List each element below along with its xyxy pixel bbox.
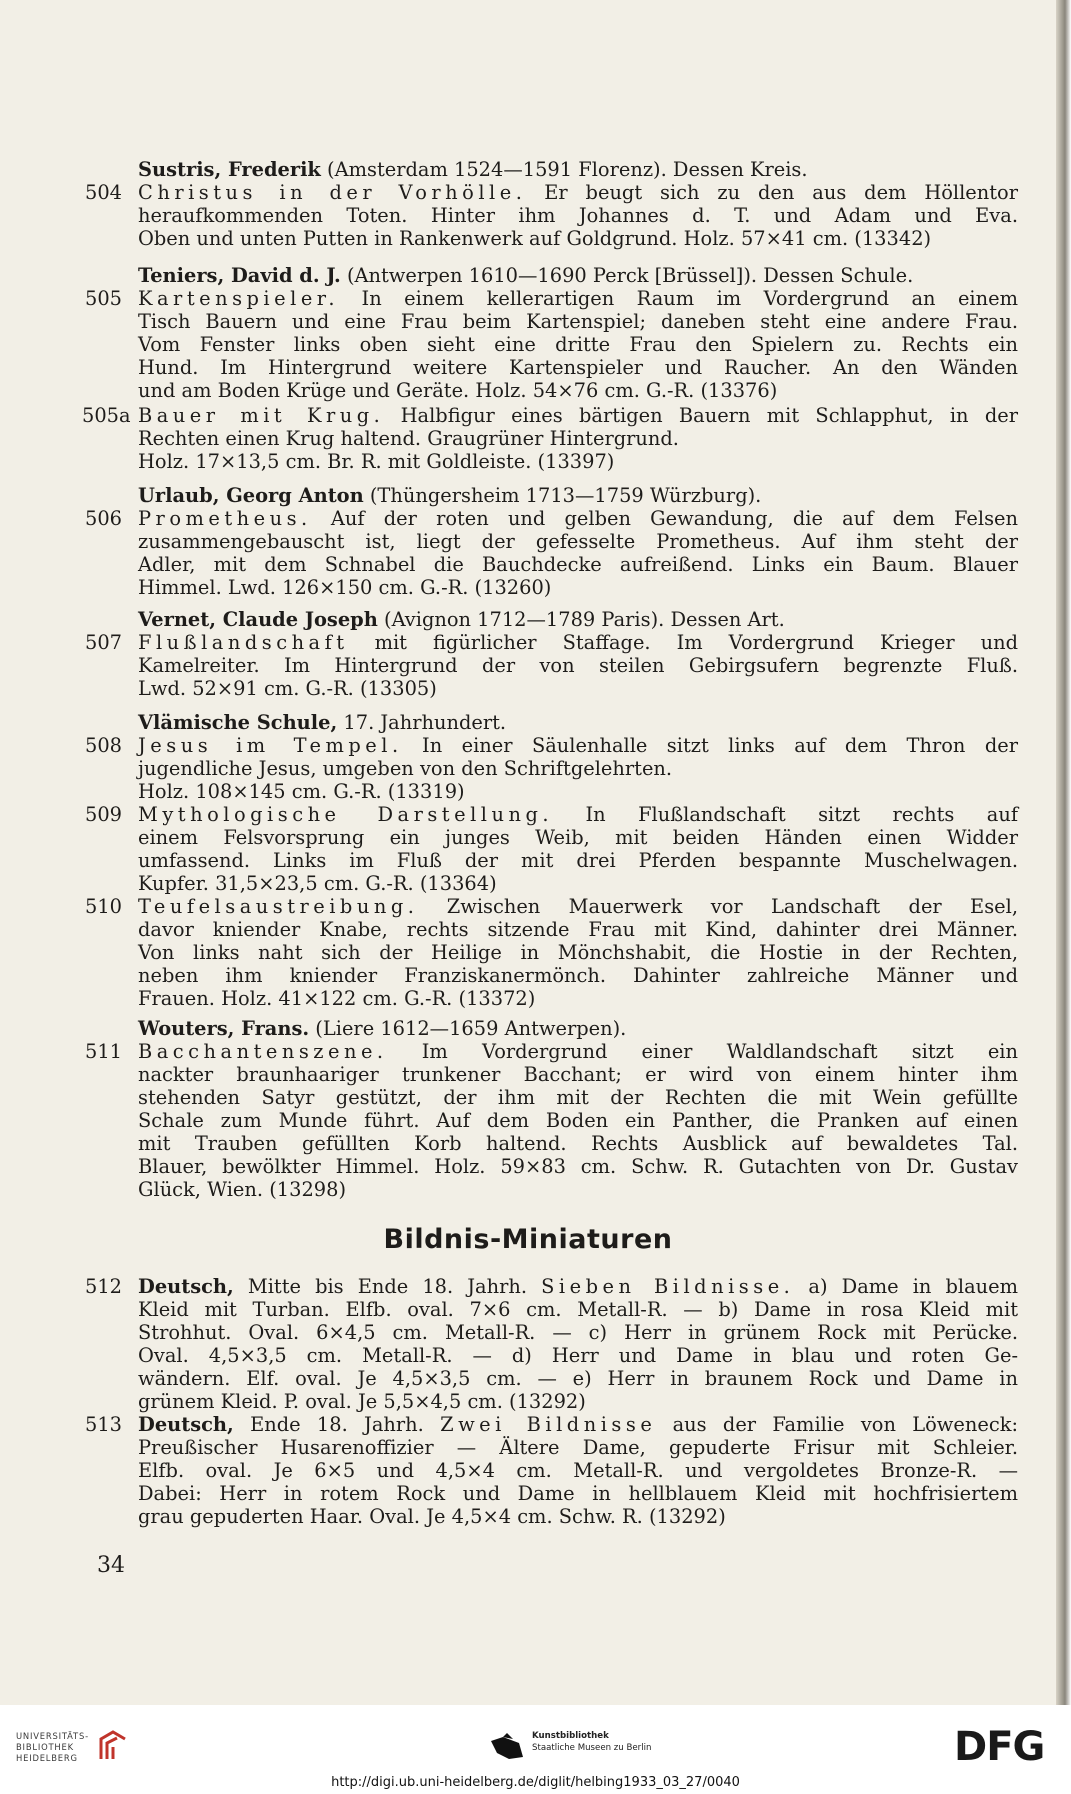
entry-line: Deutsch, Ende 18. Jahrh. Zwei Bildnisse aus der Familie von Löweneck: — [138, 1413, 1018, 1436]
entry-line: jugendliche Jesus, umgeben von den Schriftgelehrten. — [138, 757, 673, 780]
entry-line: Von links naht sich der Heilige in Mönchshabit, die Hostie in der Rechten, — [138, 941, 1018, 964]
lot-number: 511 — [85, 1040, 123, 1063]
kunstbibliothek-logo[interactable]: Kunstbibliothek Staatliche Museen zu Berlin — [532, 1731, 652, 1753]
entry-line: Bauer mit Krug. Halbfigur eines bärtigen Bauern mit Schlapphut, in der — [138, 404, 1018, 427]
entry-line: mit Trauben gefüllten Korb haltend. Rechts Ausblick auf bewaldetes Tal. — [138, 1132, 1018, 1155]
entry-line: davor kniender Knabe, rechts sitzende Frau mit Kind, dahinter drei Männer. — [138, 918, 1018, 941]
entry-line: heraufkommenden Toten. Hinter ihm Johannes d. T. und Adam und Eva. — [138, 204, 1018, 227]
lot-number: 506 — [85, 507, 123, 530]
artist-heading: Vlämische Schule, 17. Jahrhundert. — [138, 711, 507, 734]
entry-line: Dabei: Herr in rotem Rock und Dame in hellblauem Kleid mit hochfrisiertem — [138, 1482, 1018, 1505]
entry-line: und am Boden Krüge und Geräte. Holz. 54×76 cm. G.-R. (13376) — [138, 379, 778, 402]
entry-line: Adler, mit dem Schnabel die Bauchdecke aufreißend. Links ein Baum. Blauer — [138, 553, 1018, 576]
entry-line: einem Felsvorsprung ein junges Weib, mit beiden Händen einen Widder — [138, 826, 1018, 849]
artist-heading: Wouters, Frans. (Liere 1612—1659 Antwerpen). — [138, 1017, 627, 1040]
entry-line: Kleid mit Turban. Elfb. oval. 7×6 cm. Metall-R. — b) Dame in rosa Kleid mit — [138, 1298, 1018, 1321]
item-title: Kartenspieler. — [138, 287, 340, 310]
entry-line: Bacchantenszene. Im Vordergrund einer Waldlandschaft sitzt ein — [138, 1040, 1018, 1063]
item-title: Zwei Bildnisse — [440, 1413, 657, 1436]
entry-line: Strohhut. Oval. 6×4,5 cm. Metall-R. — c) Herr in grünem Rock mit Perücke. — [138, 1321, 1018, 1344]
item-title: Prometheus. — [138, 507, 312, 530]
item-title: Sieben Bildnisse. — [541, 1275, 795, 1298]
entry-line: Elfb. oval. Je 6×5 und 4,5×4 cm. Metall-R. und vergoldetes Bronze-R. — — [138, 1459, 1018, 1482]
lot-number: 513 — [85, 1413, 123, 1436]
page-number: 34 — [97, 1553, 125, 1578]
entry-line: Kamelreiter. Im Hintergrund der von steilen Gebirgsufern begrenzte Fluß. — [138, 654, 1018, 677]
entry-line: Holz. 17×13,5 cm. Br. R. mit Goldleiste. (13397) — [138, 450, 615, 473]
entry-line: Deutsch, Mitte bis Ende 18. Jahrh. Sieben Bildnisse. a) Dame in blauem — [138, 1275, 1019, 1298]
dfg-logo[interactable]: DFG — [954, 1724, 1045, 1770]
entry-line: Schale zum Munde führt. Auf dem Boden ein Panther, die Pranken auf einen — [138, 1109, 1018, 1132]
entry-line: stehenden Satyr gestützt, der ihm mit der Rechten die mit Wein gefüllte — [138, 1086, 1018, 1109]
entry-line: wändern. Elf. oval. Je 4,5×3,5 cm. — e) Herr in braunem Rock und Dame in — [138, 1367, 1018, 1390]
entry-line: Jesus im Tempel. In einer Säulenhalle sitzt links auf dem Thron der — [138, 734, 1018, 757]
entry-line: Flußlandschaft mit figürlicher Staffage. Im Vordergrund Krieger und — [138, 631, 1018, 654]
item-title: Christus in der Vorhölle. — [138, 181, 527, 204]
entry-line: umfassend. Links im Fluß der mit drei Pferden bespannte Muschelwagen. — [138, 849, 1018, 872]
entry-line: Glück, Wien. (13298) — [138, 1178, 347, 1201]
lot-number: 505a — [82, 404, 131, 427]
artist-heading: Teniers, David d. J. (Antwerpen 1610—1690 Perck [Brüssel]). Dessen Schule. — [138, 264, 914, 287]
entry-line: Blauer, bewölkter Himmel. Holz. 59×83 cm. Schw. R. Gutachten von Dr. Gustav — [138, 1155, 1018, 1178]
entry-line: Christus in der Vorhölle. Er beugt sich zu den aus dem Höllentor — [138, 181, 1019, 204]
entry-line: neben ihm kniender Franziskanermönch. Dahinter zahlreiche Männer und — [138, 964, 1018, 987]
scan-page-edge — [1056, 0, 1071, 1705]
entry-line: Mythologische Darstellung. In Flußlandschaft sitzt rechts auf — [138, 803, 1018, 826]
entry-line: Hund. Im Hintergrund weitere Kartenspieler und Raucher. An den Wänden — [138, 356, 1018, 379]
lot-number: 505 — [85, 287, 123, 310]
entry-line: zusammengebauscht ist, liegt der gefesselte Prometheus. Auf ihm steht der — [138, 530, 1018, 553]
artist-name: Deutsch, — [138, 1413, 234, 1436]
entry-line: Vom Fenster links oben sieht eine dritte Frau den Spielern zu. Rechts ein — [138, 333, 1018, 356]
section-title: Bildnis-Miniaturen — [383, 1224, 673, 1255]
lot-number: 504 — [85, 181, 123, 204]
entry-line: Kupfer. 31,5×23,5 cm. G.-R. (13364) — [138, 872, 497, 895]
entry-line: Rechten einen Krug haltend. Graugrüner Hintergrund. — [138, 427, 679, 450]
entry-line: nackter braunhaariger trunkener Bacchant; er wird von einem hinter ihm — [138, 1063, 1018, 1086]
kunstbibliothek-logo-icon — [489, 1731, 527, 1761]
item-title: Teufelsaustreibung. — [138, 895, 419, 918]
lot-number: 510 — [85, 895, 123, 918]
entry-line: Himmel. Lwd. 126×150 cm. G.-R. (13260) — [138, 576, 552, 599]
entry-line: grünem Kleid. P. oval. Je 5,5×4,5 cm. (13292) — [138, 1390, 586, 1413]
artist-heading: Urlaub, Georg Anton (Thüngersheim 1713—1759 Würzburg). — [138, 484, 762, 507]
entry-line: Lwd. 52×91 cm. G.-R. (13305) — [138, 677, 437, 700]
entry-line: Teufelsaustreibung. Zwischen Mauerwerk vor Landschaft der Esel, — [138, 895, 1018, 918]
university-seal-icon — [97, 1729, 129, 1763]
entry-line: Frauen. Holz. 41×122 cm. G.-R. (13372) — [138, 987, 536, 1010]
item-title: Flußlandschaft — [138, 631, 349, 654]
entry-line: Holz. 108×145 cm. G.-R. (13319) — [138, 780, 465, 803]
artist-heading: Sustris, Frederik (Amsterdam 1524—1591 Florenz). Dessen Kreis. — [138, 158, 808, 181]
entry-line: Preußischer Husarenoffizier — Ältere Dame, gepuderte Frisur mit Schleier. — [138, 1436, 1018, 1459]
lot-number: 508 — [85, 734, 123, 757]
item-title: Mythologische Darstellung. — [138, 803, 554, 826]
university-library-logo[interactable]: UNIVERSITÄTS- BIBLIOTHEK HEIDELBERG — [16, 1731, 89, 1763]
lot-number: 512 — [85, 1275, 123, 1298]
item-title: Jesus im Tempel. — [138, 734, 403, 757]
entry-line: Oval. 4,5×3,5 cm. Metall-R. — d) Herr und Dame in blau und roten Ge- — [138, 1344, 1018, 1367]
item-title: Bacchantenszene. — [138, 1040, 388, 1063]
item-title: Bauer mit Krug. — [138, 404, 385, 427]
lot-number: 509 — [85, 803, 123, 826]
permalink-url[interactable]: http://digi.ub.uni-heidelberg.de/diglit/helbing1933_03_27/0040 — [331, 1775, 740, 1790]
artist-name: Deutsch, — [138, 1275, 234, 1298]
artist-heading: Vernet, Claude Joseph (Avignon 1712—1789 Paris). Dessen Art. — [138, 608, 785, 631]
entry-line: Tisch Bauern und eine Frau beim Kartenspiel; daneben steht eine andere Frau. — [138, 310, 1018, 333]
entry-line: grau gepuderten Haar. Oval. Je 4,5×4 cm. Schw. R. (13292) — [138, 1505, 726, 1528]
entry-line: Oben und unten Putten in Rankenwerk auf Goldgrund. Holz. 57×41 cm. (13342) — [138, 227, 932, 250]
entry-line: Prometheus. Auf der roten und gelben Gewandung, die auf dem Felsen — [138, 507, 1018, 530]
entry-line: Kartenspieler. In einem kellerartigen Raum im Vordergrund an einem — [138, 287, 1018, 310]
lot-number: 507 — [85, 631, 123, 654]
